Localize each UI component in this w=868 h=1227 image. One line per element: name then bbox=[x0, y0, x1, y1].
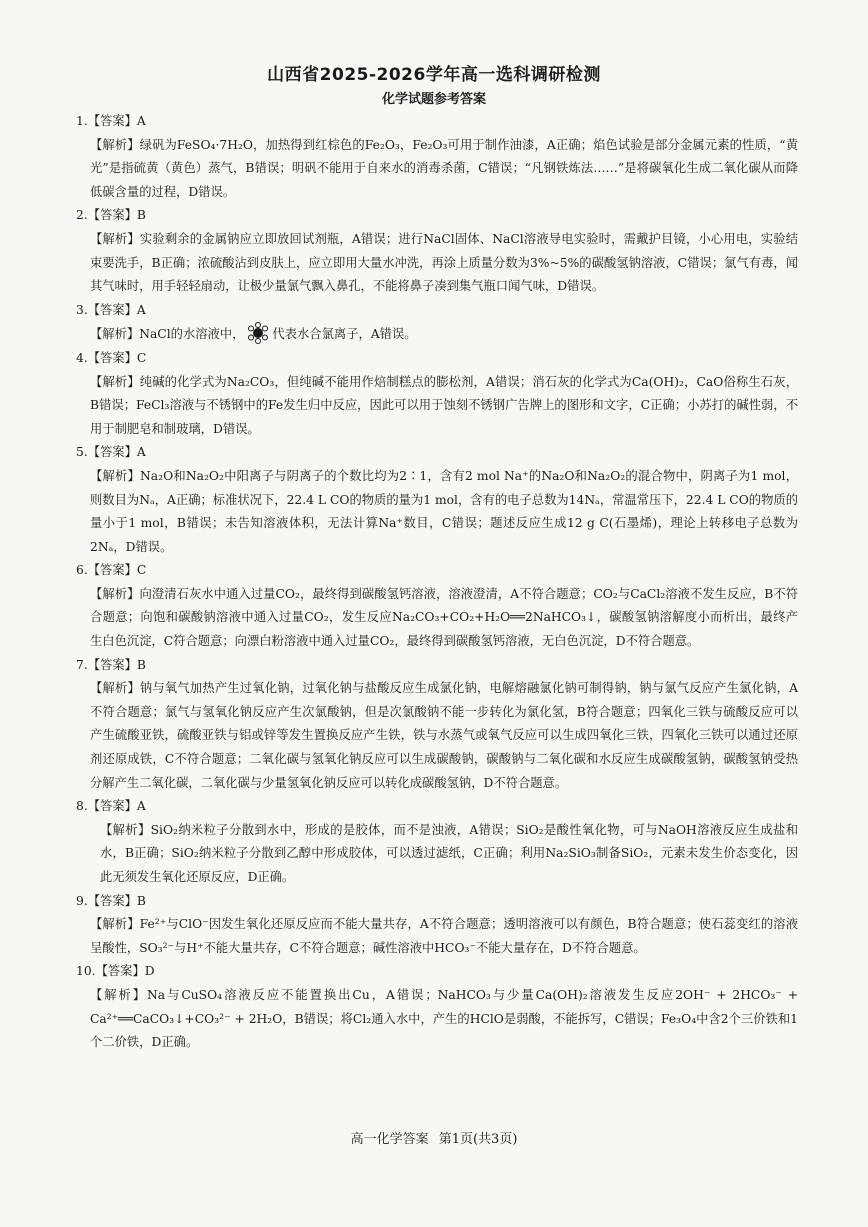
answer-line bbox=[76, 110, 798, 134]
page-footer: 高一化学答案 第1页(共3页) bbox=[350, 1132, 518, 1147]
page-subtitle: 化学试题参考答案 bbox=[381, 92, 486, 107]
hydrated-chloride-ion-icon bbox=[246, 322, 270, 344]
question-number: 6. bbox=[76, 563, 88, 578]
answer-line bbox=[76, 441, 798, 465]
answer-label: 【答案】B bbox=[87, 893, 146, 908]
question-4 bbox=[76, 347, 798, 441]
answer-line bbox=[76, 795, 798, 819]
answer-line bbox=[76, 347, 798, 371]
question-9 bbox=[76, 890, 798, 961]
explanation: 【解析】纯碱的化学式为Na₂CO₃，但纯碱不能用作焙制糕点的膨松剂，A错误；消石灰的化学式为Ca(OH)₂，CaO俗称生石灰，B错误；FeCl₃溶液与不锈钢中的Fe发生归中反应，因此可以用于蚀刻不锈钢广告牌上的图形和文字，C正确；小苏打的碱性弱，不用于制肥皂和制玻璃，D错误。 bbox=[90, 374, 798, 436]
answer-line bbox=[76, 654, 798, 678]
explanation-after: 代表水合氯离子，A错误。 bbox=[272, 327, 417, 342]
question-number: 4. bbox=[76, 350, 88, 365]
question-number: 10. bbox=[76, 964, 96, 979]
answer-label: 【答案】C bbox=[87, 350, 147, 365]
question-6 bbox=[76, 559, 798, 653]
explanation: 【解析】Na₂O和Na₂O₂中阳离子与阴离子的个数比均为2∶1，含有2 mol Na⁺的Na₂O和Na₂O₂的混合物中，阴离子为1 mol，则数目为Nₐ，A正确；标准状况下，22.4 L CO的物质的量为1 mol，含有的电子总数为14Nₐ，常温常压下，22.4 L CO的物质的量小于1 mol，B错误；未告知溶液体积，无法计算Na⁺数目，C错误；题述反应生成12 g C(石墨烯)，理论上转移电子总数为2Nₐ，D错误。 bbox=[90, 468, 798, 554]
answer-line bbox=[76, 960, 798, 984]
question-7 bbox=[76, 654, 798, 796]
answer-label: 【答案】D bbox=[95, 964, 155, 979]
question-number: 9. bbox=[76, 893, 88, 908]
question-8 bbox=[76, 795, 798, 889]
answer-line bbox=[76, 299, 798, 323]
question-2 bbox=[76, 204, 798, 298]
answer-line bbox=[76, 204, 798, 228]
question-3 bbox=[76, 299, 798, 347]
question-number: 1. bbox=[76, 114, 88, 128]
explanation bbox=[90, 322, 798, 347]
answer-line bbox=[76, 559, 798, 583]
question-1 bbox=[76, 110, 798, 204]
answer-label: 【答案】A bbox=[87, 114, 146, 128]
answer-label: 【答案】A bbox=[87, 302, 146, 317]
answer-label: 【答案】C bbox=[87, 563, 147, 578]
explanation: 【解析】向澄清石灰水中通入过量CO₂，最终得到碳酸氢钙溶液，溶液澄清，A不符合题意；CO₂与CaCl₂溶液不发生反应，B不符合题意；向饱和碳酸钠溶液中通入过量CO₂，发生反应Na₂CO₃+CO₂+H₂O══2NaHCO₃↓，碳酸氢钠溶解度小而析出，最终产生白色沉淀，C符合题意；向漂白粉溶液中通入过量CO₂，最终得到碳酸氢钙溶液，无白色沉淀，D不符合题意。 bbox=[90, 586, 798, 649]
answer-label: 【答案】A bbox=[87, 445, 146, 460]
page-title: 山西省2025-2026学年高一选科调研检测 bbox=[267, 65, 601, 85]
explanation: 【解析】绿矾为FeSO₄·7H₂O，加热得到红棕色的Fe₂O₃，Fe₂O₃可用于制作油漆，A正确；焰色试验是部分金属元素的性质，“黄光”是指硫黄（黄色）蒸气，B错误；明矾不能用于自来水的消毒杀菌，C错误；“凡钢铁炼法……”是将碳氧化生成二氧化碳从而降低碳含量的过程，D错误。 bbox=[90, 137, 798, 199]
answer-label: 【答案】B bbox=[87, 208, 146, 223]
question-5 bbox=[76, 441, 798, 559]
question-number: 7. bbox=[76, 657, 88, 672]
answer-line bbox=[76, 890, 798, 914]
question-10 bbox=[76, 960, 798, 1054]
answer-label: 【答案】B bbox=[87, 657, 146, 672]
explanation: 【解析】SiO₂纳米粒子分散到水中，形成的是胶体，而不是浊液，A错误；SiO₂是酸性氧化物，可与NaOH溶液反应生成盐和水，B正确；SiO₂纳米粒子分散到乙醇中形成胶体，可以透过滤纸，C正确；利用Na₂SiO₃制备SiO₂，元素未发生价态变化，因此无须发生氧化还原反应，D正确。 bbox=[100, 822, 798, 884]
question-number: 3. bbox=[76, 302, 88, 317]
explanation: 【解析】钠与氧气加热产生过氧化钠，过氧化钠与盐酸反应生成氯化钠，电解熔融氯化钠可制得钠，钠与氯气反应产生氯化钠，A不符合题意；氯气与氢氧化钠反应产生次氯酸钠，但是次氯酸钠不能一步转化为氯化氢，B符合题意；四氧化三铁与硫酸反应可以产生硫酸亚铁，硫酸亚铁与铝或锌等发生置换反应产生铁，铁与水蒸气或氧气反应可以生成四氧化三铁，四氧化三铁可以通过还原剂还原成铁，C不符合题意；二氧化碳与氢氧化钠反应可以生成碳酸钠，碳酸钠与二氧化碳和水反应生成碳酸氢钠，碳酸氢钠受热分解产生二氧化碳，二氧化碳与少量氢氧化钠反应可以转化成碳酸氢钠，D不符合题意。 bbox=[90, 681, 798, 790]
explanation: 【解析】Na与CuSO₄溶液反应不能置换出Cu，A错误；NaHCO₃与少量Ca(OH)₂溶液发生反应2OH⁻ + 2HCO₃⁻ + Ca²⁺══CaCO₃↓+CO₃²⁻ + 2H₂O，B错误；将Cl₂通入水中，产生的HClO是弱酸，不能拆写，C错误；Fe₃O₄中含2个三价铁和1个二价铁，D正确。 bbox=[90, 987, 798, 1050]
answer-list bbox=[76, 110, 798, 1055]
explanation-before: 【解析】NaCl的水溶液中， bbox=[90, 327, 245, 342]
question-number: 5. bbox=[76, 445, 88, 460]
explanation: 【解析】Fe²⁺与ClO⁻因发生氧化还原反应而不能大量共存，A不符合题意；透明溶液可以有颜色，B符合题意；使石蕊变红的溶液呈酸性，SO₃²⁻与H⁺不能大量共存，C不符合题意；碱性溶液中HCO₃⁻不能大量存在，D不符合题意。 bbox=[90, 917, 798, 955]
question-number: 2. bbox=[76, 208, 88, 223]
answer-label: 【答案】A bbox=[87, 799, 146, 814]
explanation: 【解析】实验剩余的金属钠应立即放回试剂瓶，A错误；进行NaCl固体、NaCl溶液导电实验时，需戴护目镜，小心用电，实验结束要洗手，B正确；浓硫酸沾到皮肤上，应立即用大量水冲洗，再涂上质量分数为3%~5%的碳酸氢钠溶液，C错误；氯气有毒，闻其气味时，用手轻轻扇动，让极少量氯气飘入鼻孔，不能将鼻子凑到集气瓶口闻气味，D错误。 bbox=[90, 231, 798, 294]
question-number: 8. bbox=[76, 799, 88, 814]
